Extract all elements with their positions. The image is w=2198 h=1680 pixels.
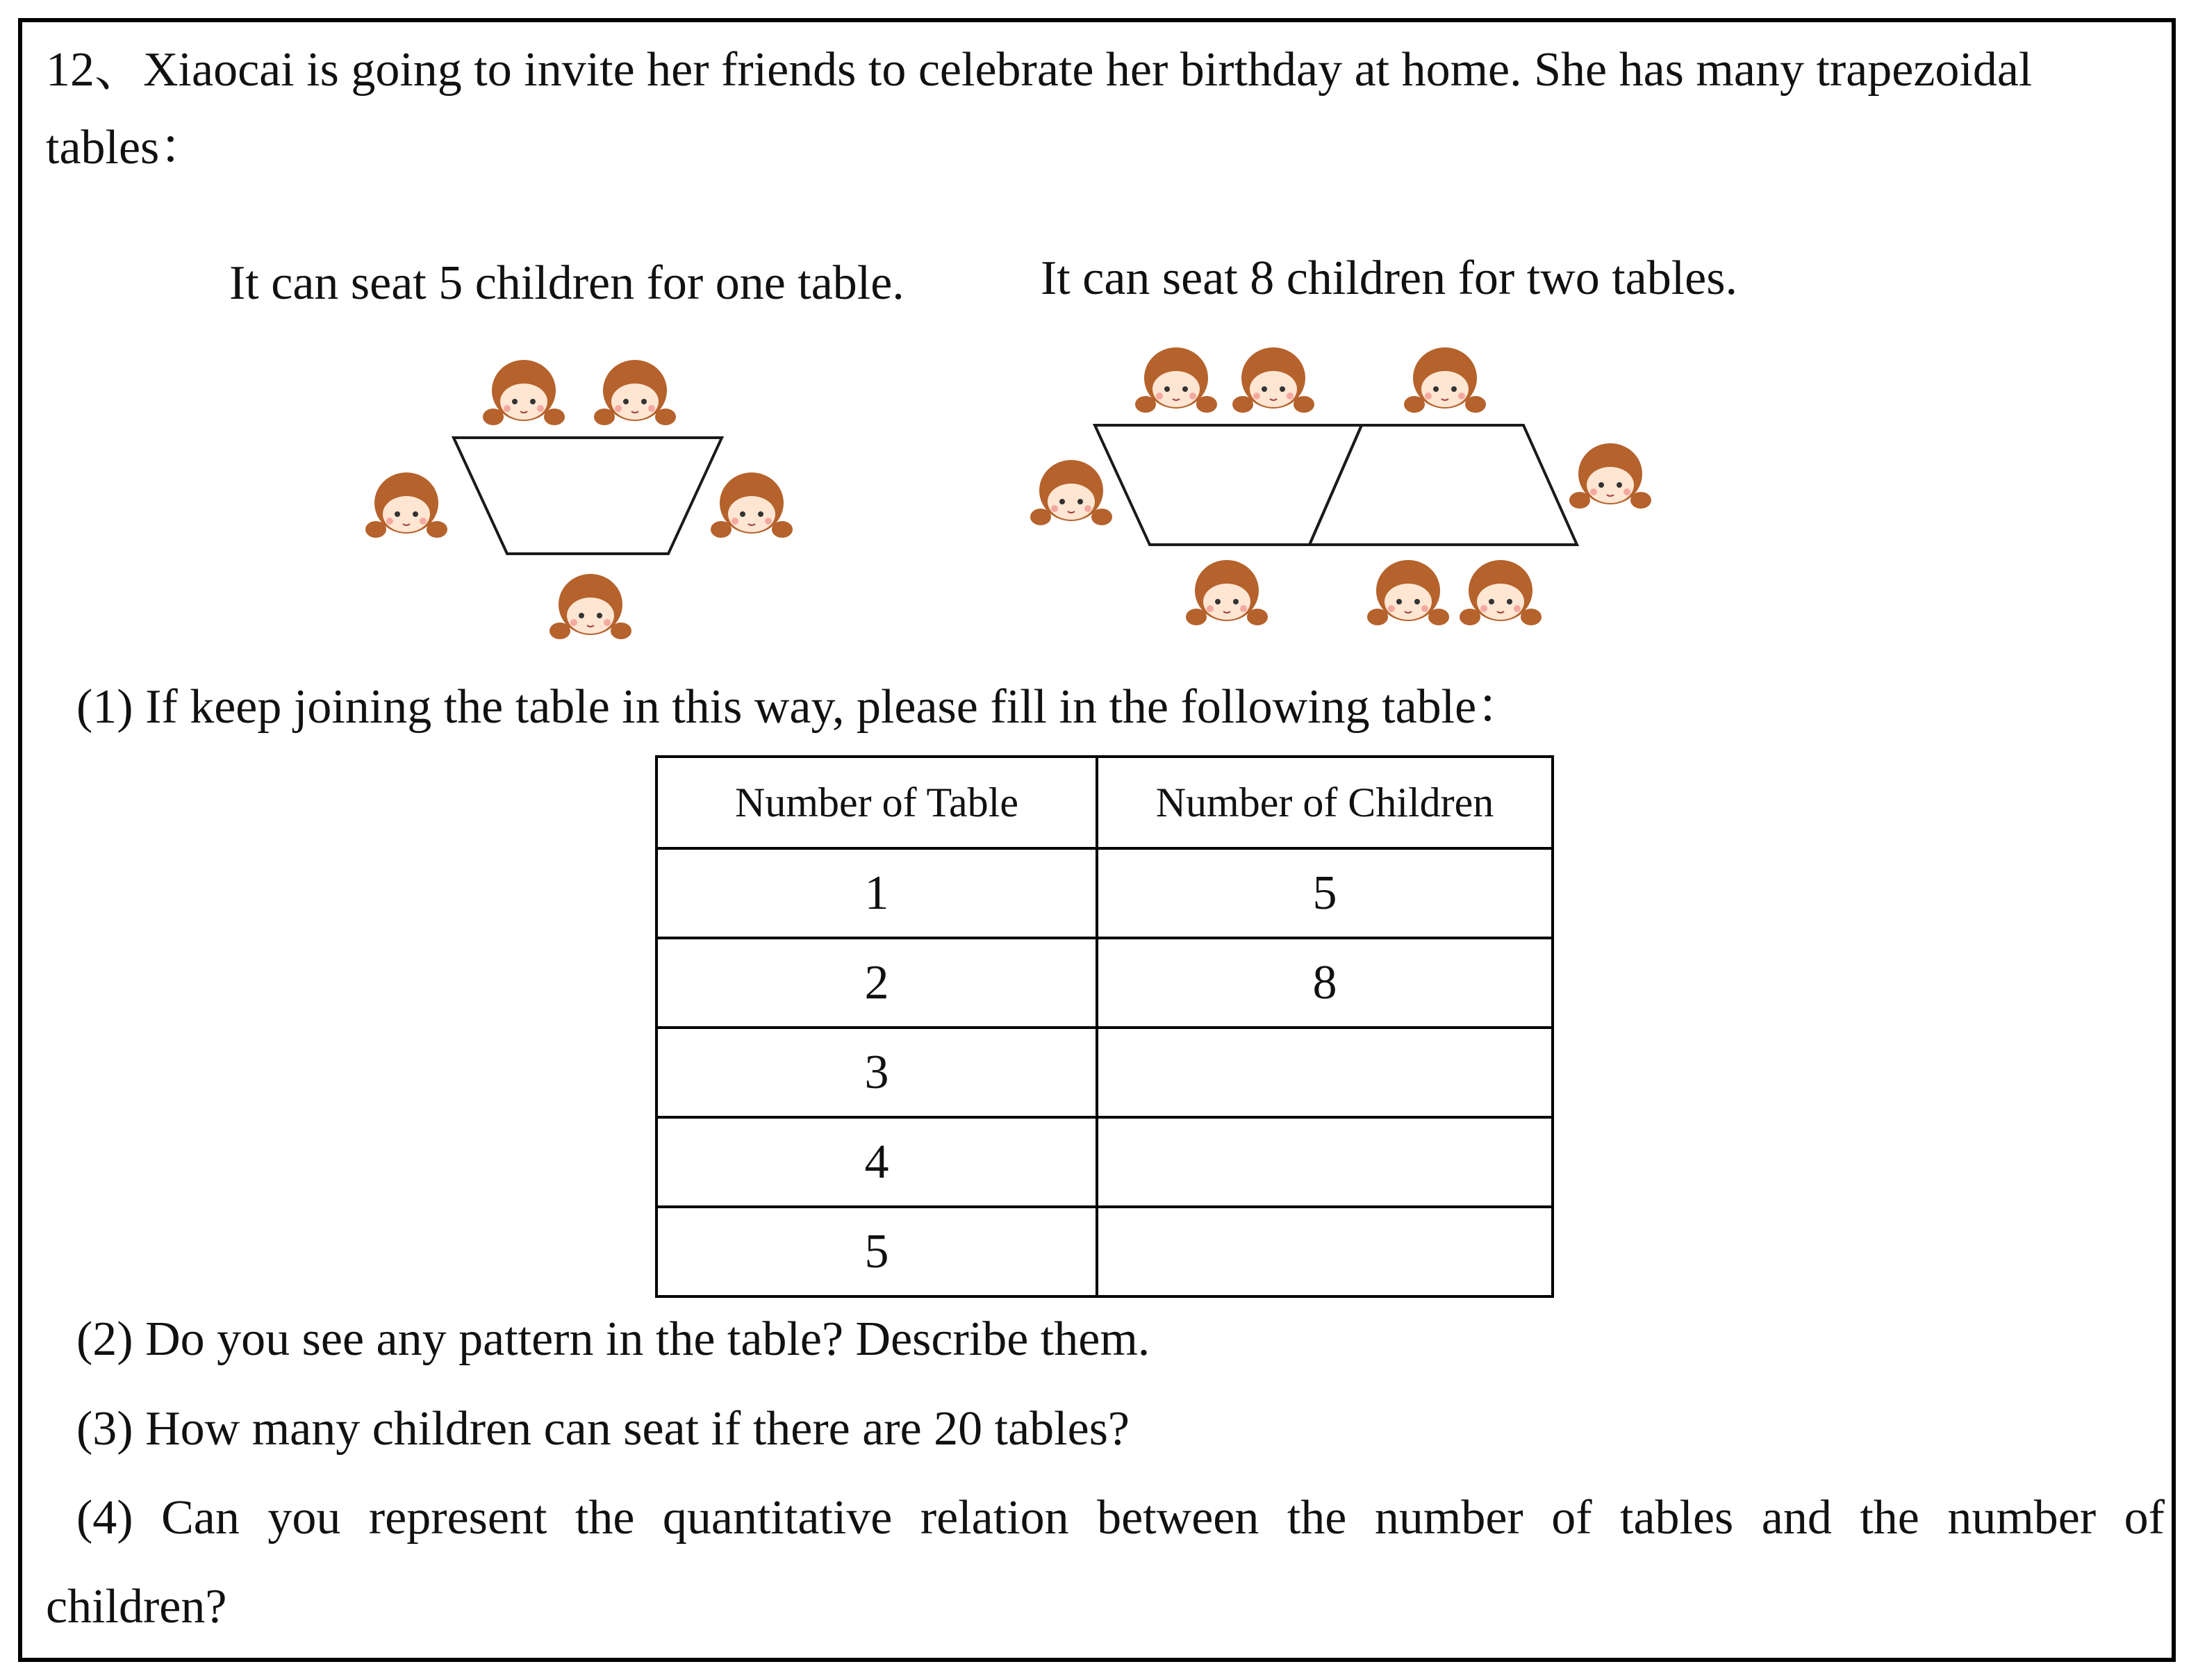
- trapezoid-table: [454, 438, 722, 554]
- caption-one-table: It can seat 5 children for one table.: [229, 256, 904, 310]
- child-icon: [1569, 443, 1651, 509]
- child-icon: [550, 574, 631, 639]
- header-number-of-children: Number of Children: [1097, 757, 1553, 848]
- cell-tables: 4: [656, 1117, 1097, 1207]
- cell-children-blank[interactable]: [1097, 1207, 1553, 1296]
- child-icon: [1232, 347, 1314, 413]
- child-icon: [1460, 560, 1542, 625]
- problem-intro-line1: 12、Xiaocai is going to invite her friends to celebrate her birthday at home. She has many trapezoidal: [46, 43, 2033, 97]
- child-icon: [1135, 347, 1217, 413]
- cell-children: 8: [1097, 938, 1553, 1028]
- child-icon: [1186, 560, 1268, 625]
- cell-children-blank[interactable]: [1097, 1028, 1553, 1117]
- child-icon: [711, 472, 793, 538]
- child-icon: [365, 472, 447, 538]
- table-row: [656, 1028, 1553, 1117]
- cell-children: 5: [1097, 848, 1553, 938]
- child-icon: [1404, 347, 1486, 413]
- table-row: [656, 848, 1553, 938]
- problem-intro-line2: tables：: [46, 121, 208, 174]
- child-icon: [483, 360, 565, 425]
- question-4-line1: (4) Can you represent the quantitative relation between the number of tables and the number of: [76, 1491, 2165, 1545]
- trapezoid-table: [1095, 425, 1362, 545]
- trapezoid-table: [1309, 425, 1577, 545]
- child-icon: [594, 360, 676, 425]
- question-3: (3) How many children can seat if there are 20 tables?: [76, 1402, 1130, 1456]
- table-row: [656, 938, 1553, 1028]
- child-icon: [1030, 460, 1112, 525]
- question-1: (1) If keep joining the table in this way, please fill in the following table：: [76, 680, 1526, 734]
- seating-table: [655, 755, 1554, 1298]
- caption-two-tables: It can seat 8 children for two tables.: [1041, 252, 1737, 305]
- header-number-of-table: Number of Table: [656, 757, 1097, 848]
- cell-children-blank[interactable]: [1097, 1117, 1553, 1207]
- question-2: (2) Do you see any pattern in the table? Describe them.: [76, 1312, 1150, 1366]
- table-row: [656, 1207, 1553, 1296]
- cell-tables: 3: [656, 1028, 1097, 1117]
- question-4-line2: children?: [46, 1580, 227, 1633]
- cell-tables: 2: [656, 938, 1097, 1028]
- cell-tables: 1: [656, 848, 1097, 938]
- child-icon: [1367, 560, 1449, 625]
- table-row: [656, 1117, 1553, 1207]
- cell-tables: 5: [656, 1207, 1097, 1296]
